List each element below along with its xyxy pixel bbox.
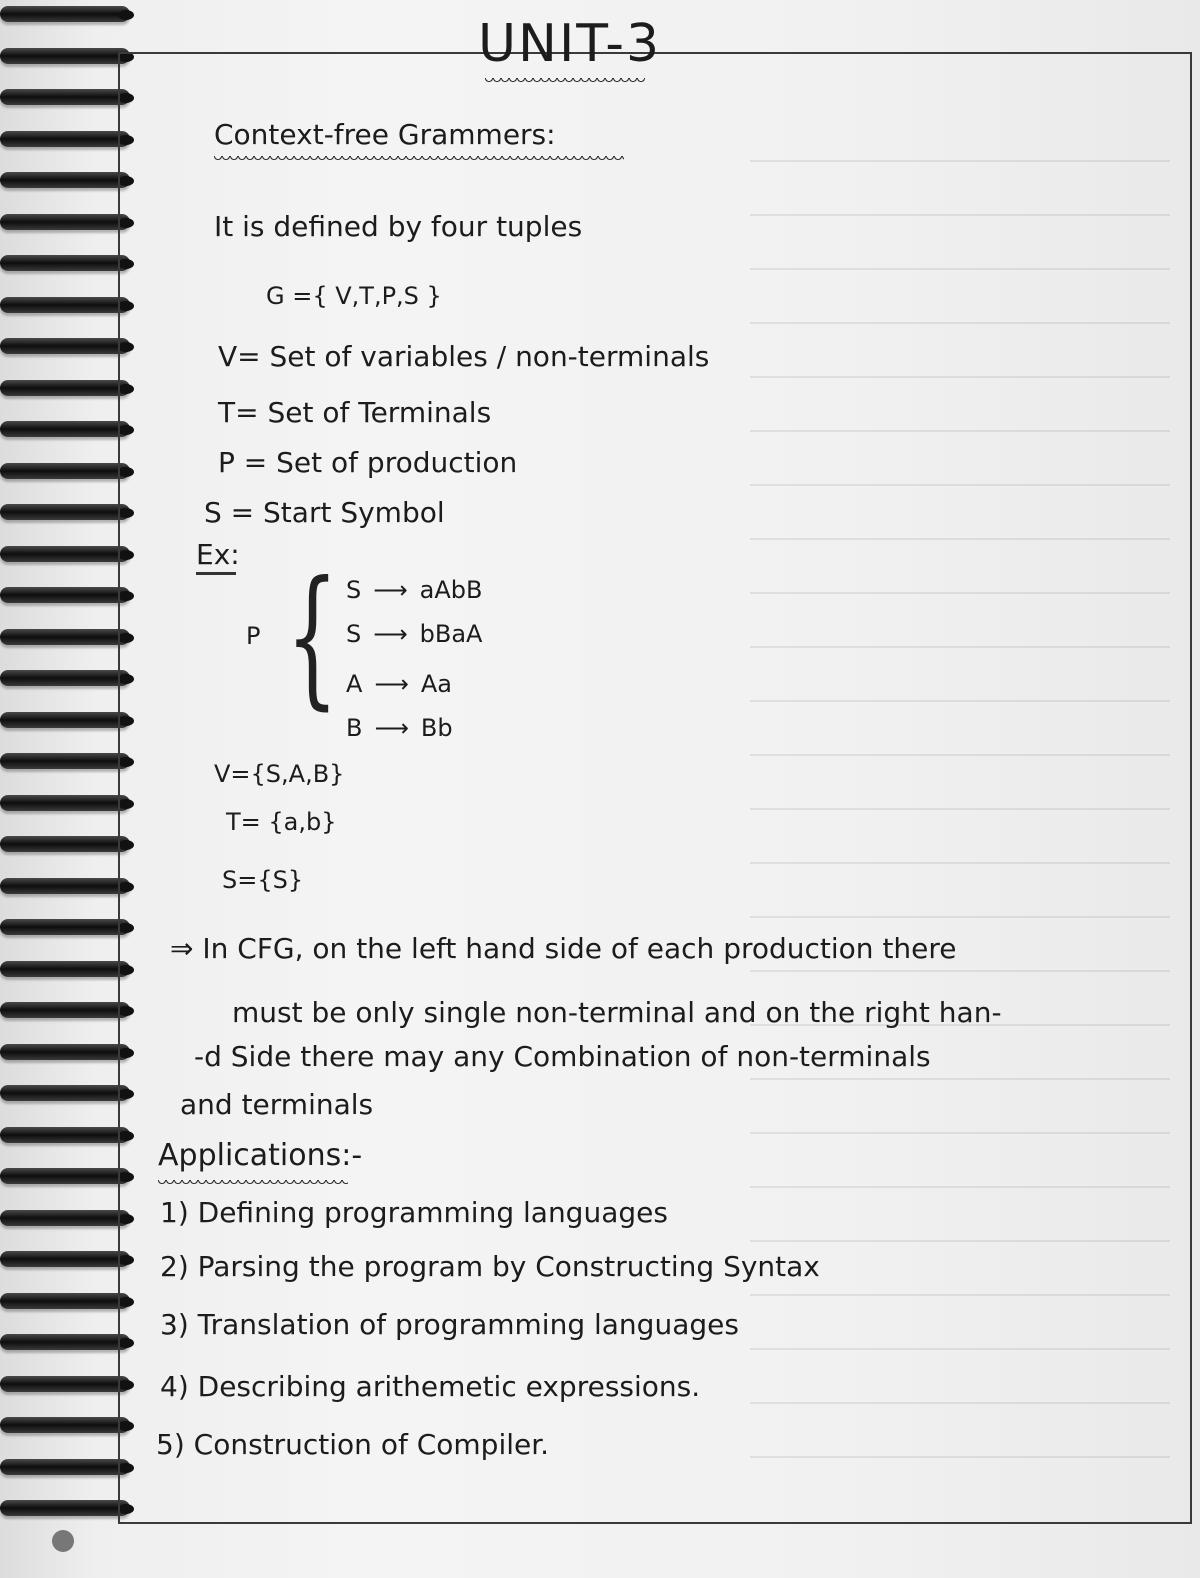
note-line: and terminals (180, 1088, 374, 1121)
application-item: 1) Defining programming languages (160, 1196, 668, 1229)
production-rhs: Aa (420, 670, 452, 698)
spiral-ring (0, 1251, 130, 1267)
set-t: T= {a,b} (226, 808, 337, 836)
arrow-icon: ⟶ (374, 714, 409, 742)
arrow-icon: ⟶ (373, 576, 408, 604)
spiral-ring (0, 919, 130, 935)
arrow-icon: ⟶ (374, 670, 409, 698)
note-line: ⇒ In CFG, on the left hand side of each production there (170, 932, 957, 965)
spiral-ring (0, 1210, 130, 1226)
application-item: 4) Describing arithemetic expressions. (160, 1370, 701, 1403)
applications-heading: Applications:- (158, 1138, 363, 1173)
set-s: S={S} (222, 866, 304, 894)
spiral-ring (0, 753, 130, 769)
production-row (346, 714, 453, 742)
intro-text: It is defined by four tuples (214, 210, 583, 243)
applications-underline (158, 1178, 348, 1186)
spiral-ring (0, 172, 130, 188)
spiral-ring (0, 89, 130, 105)
production-lhs: S (346, 620, 362, 648)
production-lhs: B (346, 714, 363, 742)
spiral-ring (0, 131, 130, 147)
production-lhs: A (346, 670, 363, 698)
page-title: UNIT-3 (478, 14, 662, 74)
spiral-ring (0, 421, 130, 437)
spiral-ring (0, 214, 130, 230)
spiral-ring (0, 48, 130, 64)
spiral-ring (0, 878, 130, 894)
spiral-ring (0, 504, 130, 520)
arrow-icon: ⟶ (373, 620, 408, 648)
spiral-ring (0, 712, 130, 728)
definition-s: S = Start Symbol (204, 496, 445, 529)
production-lhs: S (346, 576, 362, 604)
title-underline (485, 76, 645, 84)
note-line: must be only single non-terminal and on the right han- (232, 996, 1002, 1029)
production-row (346, 620, 482, 648)
section-heading: Context-free Grammers: (214, 118, 556, 151)
spiral-ring (0, 1085, 130, 1101)
spiral-ring (0, 795, 130, 811)
production-row (346, 670, 452, 698)
example-underline (196, 572, 236, 575)
spiral-ring (0, 338, 130, 354)
punch-hole (52, 1530, 74, 1552)
spiral-ring (0, 1044, 130, 1060)
spiral-ring (0, 587, 130, 603)
spiral-ring (0, 1417, 130, 1433)
tuple-definition: G ={ V,T,P,S } (266, 282, 442, 310)
application-item: 2) Parsing the program by Constructing Syntax (160, 1250, 820, 1283)
spiral-ring (0, 297, 130, 313)
definition-p: P = Set of production (218, 446, 518, 479)
note-line: -d Side there may any Combination of non-terminals (194, 1040, 931, 1073)
production-row (346, 576, 482, 604)
example-label: Ex: (196, 538, 240, 571)
spiral-ring (0, 1293, 130, 1309)
spiral-ring (0, 546, 130, 562)
production-rhs: Bb (420, 714, 453, 742)
spiral-ring (0, 380, 130, 396)
set-v: V={S,A,B} (214, 760, 345, 788)
spiral-ring (0, 6, 130, 22)
spiral-ring (0, 463, 130, 479)
spiral-ring (0, 1334, 130, 1350)
application-item: 5) Construction of Compiler. (156, 1428, 550, 1461)
spiral-ring (0, 1127, 130, 1143)
definition-v: V= Set of variables / non-terminals (218, 340, 710, 373)
spiral-ring (0, 1002, 130, 1018)
spiral-ring (0, 255, 130, 271)
spiral-ring (0, 1168, 130, 1184)
spiral-ring (0, 836, 130, 852)
spiral-ring (0, 1459, 130, 1475)
spiral-ring (0, 629, 130, 645)
production-label: P (246, 622, 261, 650)
spiral-ring (0, 670, 130, 686)
production-rhs: aAbB (419, 576, 483, 604)
production-rhs: bBaA (419, 620, 483, 648)
definition-t: T= Set of Terminals (218, 396, 492, 429)
spiral-ring (0, 1376, 130, 1392)
spiral-ring (0, 961, 130, 977)
section-underline (214, 154, 624, 162)
production-brace: { (286, 550, 339, 724)
spiral-ring (0, 1500, 130, 1516)
application-item: 3) Translation of programming languages (160, 1308, 739, 1341)
